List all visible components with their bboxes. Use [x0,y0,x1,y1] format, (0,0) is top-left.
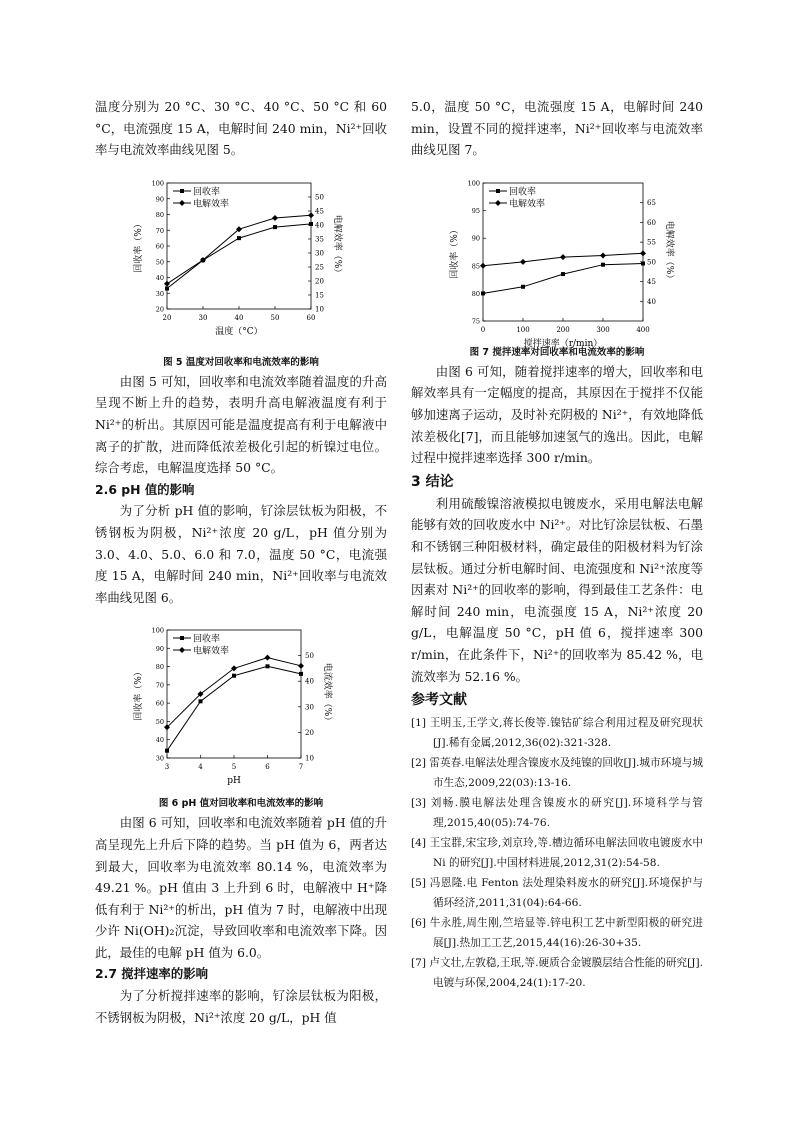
data-point [266,665,270,669]
figure-7-caption: 图 7 搅拌速率对回收率和电流效率的影响 [469,346,645,358]
y-tick-label: 90 [155,645,164,654]
reference-item: [2] 雷英春.电解法处理含镍废水及纯镍的回收[J].城市环境与城市生态,2009,22(03):13-16. [411,757,703,790]
references-heading: 参考文献 [411,692,467,709]
y-tick-label: 90 [155,195,164,204]
paragraph: 由图 6 可知，回收率和电流效率随着 pH 值的升高呈现先上升后下降的趋势。当 pH 值为 6，两者达到最大，回收率为电流效率 80.14 %，电流效率为 49.21 %。pH 值由 3 上升到 6 时，电解液中 H⁺降低有利于 Ni²⁺的析出，pH 值为 7 时，电解液中出现少许 Ni(OH)₂沉淀，导致回收率和电流效率下降。因此，最佳的电解 pH 值为 6.0。 [95,815,387,960]
y-tick-label: 40 [155,736,164,745]
y-tick-label: 70 [155,226,164,235]
left-column [95,96,387,1028]
data-point [560,254,566,260]
y2-tick-label: 55 [647,238,656,247]
y-tick-label: 100 [467,179,480,188]
y-tick-label: 95 [471,206,480,215]
data-point [308,212,314,218]
data-point [309,222,313,226]
y2-tick-label: 45 [315,207,324,216]
data-point [641,261,645,265]
y-axis-label: 回收率（%） [134,667,144,722]
data-point [165,286,169,290]
legend-label: 电解效率 [509,199,546,210]
y2-tick-label: 50 [315,193,324,202]
data-point [601,262,605,266]
paragraph: 5.0，温度 50 °C，电流强度 15 A，电解时间 240 min，设置不同的搅拌速率，Ni²⁺回收率与电流效率曲线见图 7。 [411,99,703,158]
reference-item: [4] 王宝群,宋宝珍,刘京玲,等.槽边循环电解法回收电镀废水中 Ni 的研究[J].中国材料进展,2012,31(2):54-58. [411,837,703,870]
legend-marker [495,200,501,206]
y2-tick-label: 35 [315,235,324,244]
x-tick-label: 7 [298,763,304,772]
y2-axis-label: 电解效率（%） [664,220,674,284]
y-tick-label: 20 [155,305,164,314]
legend-label: 回收率 [193,187,221,198]
y-tick-label: 75 [471,317,480,326]
y2-tick-label: 60 [647,218,656,227]
x-tick-label: 0 [480,325,486,334]
series-line [167,224,311,289]
y2-axis-label: 电解效率（%） [332,214,342,278]
y2-tick-label: 30 [305,703,314,712]
data-point [520,259,526,265]
paragraph: 温度分别为 20 °C、30 °C、40 °C、50 °C 和 60 °C，电流强度 15 A，电解时间 240 min，Ni²⁺回收率与电流效率曲线见图 5。 [95,99,387,158]
x-tick-label: 20 [162,313,172,322]
reference-item: [7] 卢文壮,左敦稳,王珉,等.硬质合金镀膜层结合性能的研究[J].电镀与环保,2004,24(1):17-20. [411,957,703,990]
figure-5-caption: 图 5 温度对回收率和电流效率的影响 [163,356,319,368]
y-tick-label: 70 [155,681,164,690]
data-point [521,285,525,289]
x-tick-label: 300 [596,325,610,334]
y-tick-label: 80 [471,289,480,298]
data-point [199,700,203,704]
x-tick-label: 6 [265,763,270,772]
series-line [483,263,643,293]
legend-label: 回收率 [193,634,221,645]
data-point [273,225,277,229]
y2-tick-label: 40 [647,297,656,306]
figure-6-caption: 图 6 pH 值对回收率和电流效率的影响 [158,798,324,810]
figure-5-chart [95,173,387,351]
y2-tick-label: 40 [315,221,324,230]
data-point [640,250,646,256]
y2-axis-label: 电流效率（%） [322,663,332,726]
x-tick-label: 30 [198,313,208,322]
legend-label: 电解效率 [193,199,230,210]
x-tick-label: 5 [231,763,237,772]
x-tick-label: 400 [636,325,650,334]
plot-frame [167,630,301,758]
y-tick-label: 90 [471,234,480,243]
y2-tick-label: 50 [305,652,314,661]
reference-item: [5] 冯恩隆.电 Fenton 法处理染料废水的研究[J].环境保护与循环经济,2011,31(04):64-66. [411,877,703,910]
y2-tick-label: 30 [315,249,324,258]
x-tick-label: 4 [198,763,203,772]
plot-frame [483,183,643,321]
legend-marker [496,189,500,193]
y2-tick-label: 25 [315,263,324,272]
reference-item: [6] 牛永胜,周生刚,竺培显等.锌电积工艺中新型阳极的研究进展[J].热加工工艺,2015,44(16):26-30+35. [411,917,703,950]
data-point [237,236,241,240]
y-tick-label: 40 [155,273,164,282]
section-heading-2-7: 2.7 搅拌速率的影响 [95,966,208,982]
y-tick-label: 80 [155,210,164,219]
y-axis-label: 回收率（%） [450,225,460,279]
data-point [298,663,304,669]
x-tick-label: 100 [516,325,530,334]
y-tick-label: 100 [151,179,164,188]
right-column [411,96,703,993]
data-point [272,215,278,221]
y2-tick-label: 50 [647,258,656,267]
x-axis-label: 搅拌速率（r/min） [523,338,603,349]
legend-label: 回收率 [509,187,537,198]
x-tick-label: 60 [306,313,316,322]
y-tick-label: 80 [155,663,164,672]
paragraph: 由图 5 可知，回收率和电流效率随着温度的升高呈现不断上升的趋势，表明升高电解液温度有利于 Ni²⁺的析出。其原因可能是温度提高有利于电解液中离子的扩散，进而降低浓差极化引起的析镍过电位。综合考虑，电解温度选择 50 °C。 [95,373,387,476]
x-tick-label: 40 [234,313,244,322]
section-heading-2-6: 2.6 pH 值的影响 [95,481,195,497]
x-tick-label: 50 [270,313,280,322]
x-axis-label: pH [227,776,241,787]
y2-tick-label: 10 [315,305,324,314]
legend-label: 电解效率 [193,646,230,657]
y2-tick-label: 40 [305,678,314,687]
data-point [481,291,485,295]
data-point [299,672,303,676]
data-point [165,749,169,753]
y2-tick-label: 20 [305,729,314,738]
data-point [480,263,486,269]
paragraph: 为了分析 pH 值的影响，钌涂层钛板为阳极，不锈钢板为阴极，Ni²⁺浓度 20 g/L，pH 值分别为 3.0、4.0、5.0、6.0 和 7.0，温度 50 °C，电流强度 15 A，电解时间 240 min，Ni²⁺回收率与电流效率曲线见图 6。 [95,503,387,605]
reference-list [411,713,703,993]
reference-item: [1] 王明玉,王学文,蒋长俊等.镍钴矿综合利用过程及研究现状[J].稀有金属,2012,36(02):321-328. [411,717,703,750]
y-axis-label: 回收率（%） [134,219,144,273]
figure-6-chart [95,620,387,792]
data-point [232,674,236,678]
y-tick-label: 50 [155,718,164,727]
section-heading-3: 3 结论 [411,473,454,490]
y-tick-label: 60 [155,242,164,251]
reference-item: [3] 刘畅.膜电解法处理含镍废水的研究[J].环境科学与管理,2015,40(05):74-76. [411,797,703,830]
y2-tick-label: 20 [315,277,324,286]
x-tick-label: 3 [164,763,170,772]
legend-marker [179,200,185,206]
y-tick-label: 30 [155,754,164,763]
data-point [600,252,606,258]
y2-tick-label: 45 [647,277,656,286]
data-point [561,272,565,276]
y2-tick-label: 65 [647,198,656,207]
x-tick-label: 200 [556,325,570,334]
y-tick-label: 60 [155,699,164,708]
y2-tick-label: 10 [305,754,314,763]
legend-marker [180,189,184,193]
x-axis-label: 温度（°C） [215,326,263,337]
series-line [167,667,301,751]
data-point [164,281,170,287]
paragraph: 为了分析搅拌速率的影响，钌涂层钛板为阳极，不锈钢板为阴极，Ni²⁺浓度 20 g/L，pH 值 [95,988,387,1025]
paragraph: 利用硫酸镍溶液模拟电镀废水，采用电解法电解能够有效的回收废水中 Ni²⁺。对比钌涂层钛板、石墨和不锈钢三种阳极材料，确定最佳的阳极材料为钌涂层钛板。通过分析电解时间、电流强度和 Ni²⁺浓度等因素对 Ni²⁺的回收率的影响，得到最佳工艺条件：电解时间 240 min，电流强度 15 A，Ni²⁺浓度 20 g/L，电解温度 50 °C，pH 值 6，搅拌速率 300 r/min，在此条件下，Ni²⁺的回收率为 85.42 %，电流效率为 52.16 %。 [411,495,703,684]
y-tick-label: 30 [155,289,164,298]
paragraph: 由图 6 可知，随着搅拌速率的增大，回收率和电解效率具有一定幅度的提高，其原因在于搅拌不仅能够加速离子运动，及时补充阴极的 Ni²⁺，有效地降低浓差极化[7]，而且能够加速氢气的逸出。因此，电解过程中搅拌速率选择 300 r/min。 [411,363,703,466]
y2-tick-label: 15 [315,291,324,300]
y-tick-label: 50 [155,258,164,267]
y-tick-label: 85 [471,262,480,271]
data-point [265,655,271,661]
figure-7-chart [411,173,703,349]
legend-marker [179,647,185,653]
legend-marker [180,636,184,640]
y-tick-label: 100 [151,626,164,635]
plot-frame [167,183,311,309]
